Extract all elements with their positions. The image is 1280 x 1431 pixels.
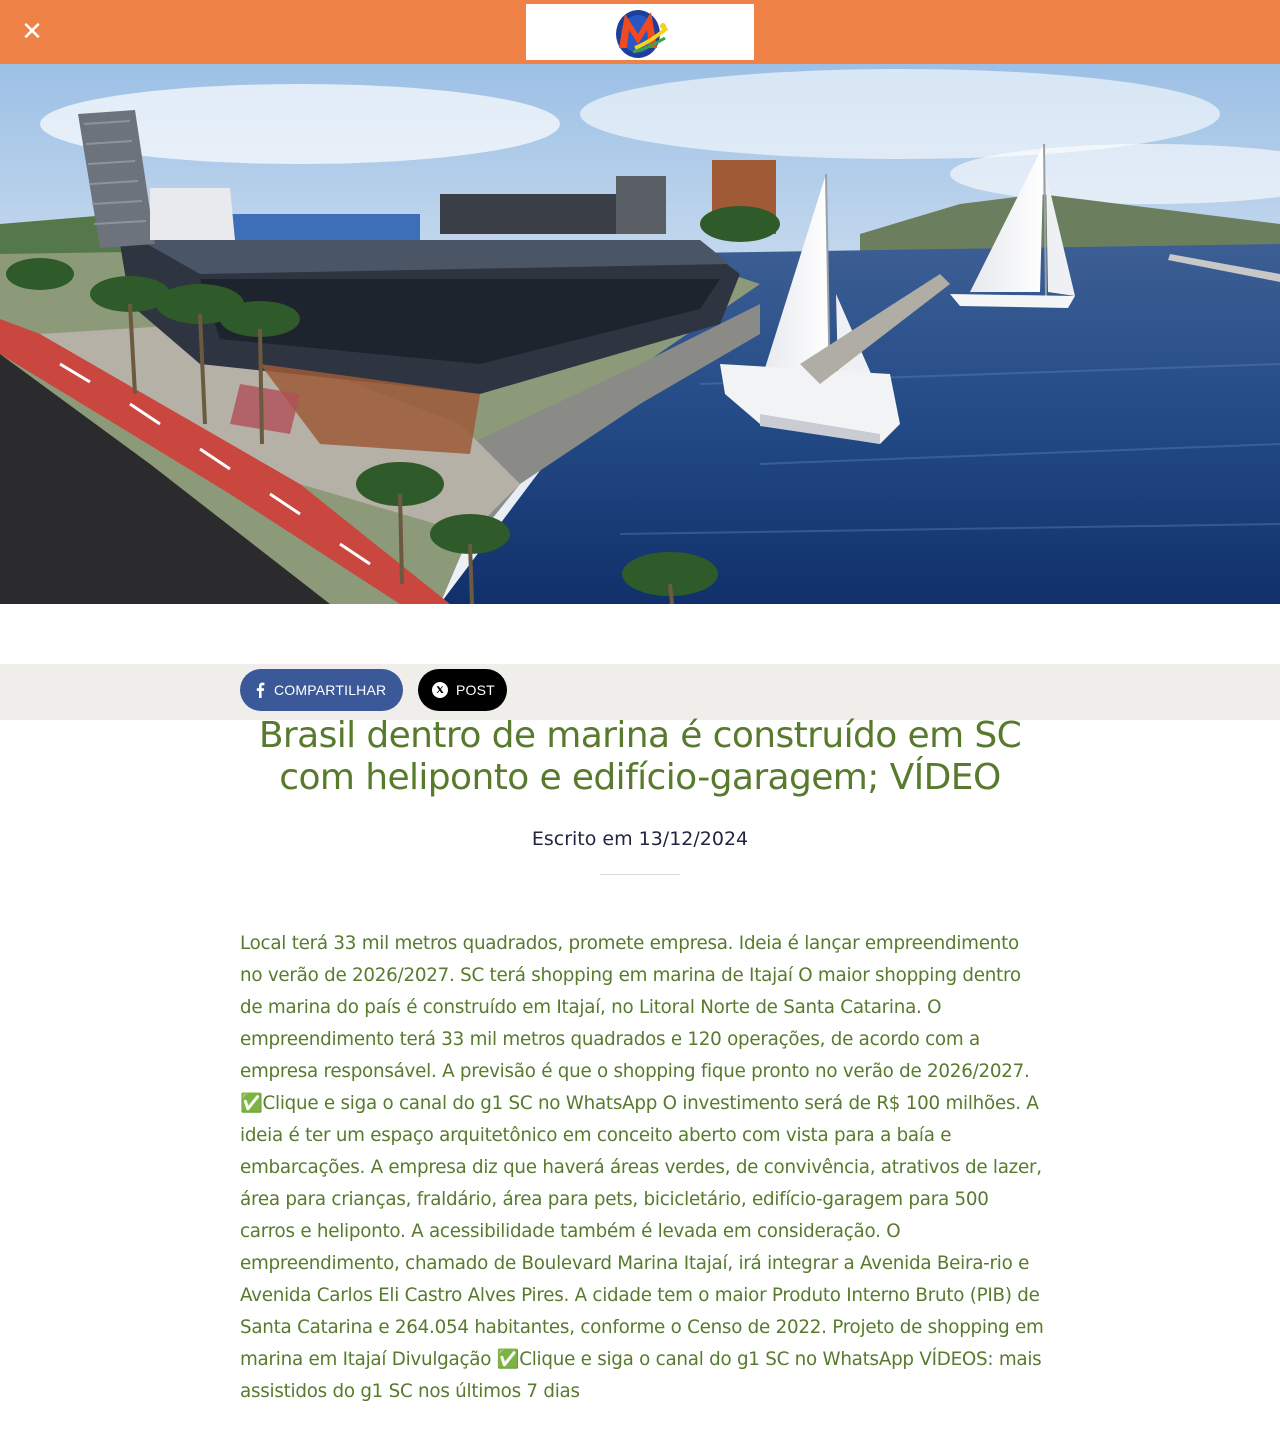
x-post-button[interactable] [418, 669, 507, 711]
x-post-label: POST [456, 682, 495, 698]
site-logo[interactable] [526, 4, 754, 60]
facebook-share-label: COMPARTILHAR [274, 682, 387, 698]
logo-icon [605, 4, 675, 60]
article-date: Escrito em 13/12/2024 [531, 828, 749, 850]
hero-image [0, 64, 1280, 604]
close-icon[interactable]: ✕ [21, 17, 43, 47]
top-bar [0, 0, 1280, 64]
x-icon [432, 682, 448, 698]
share-bar [0, 664, 1280, 720]
facebook-share-button[interactable] [240, 669, 403, 711]
article-body: Local terá 33 mil metros quadrados, promete empresa. Ideia é lançar empreendimento no verão de 2026/2027. SC terá shopping em marina de Itajaí O maior shopping dentro de marina do país é construído em Itajaí, no Litoral Norte de Santa Catarina. O empreendimento terá 33 mil metros quadrados e 120 operações, de acordo com a empresa responsável. A previsão é que o shopping fique pronto no verão de 2026/2027. ✅Clique e siga o canal do g1 SC no WhatsApp O investimento será de R$ 100 milhões. A ideia é ter um espaço arquitetônico em conceito aberto com vista para a baía e embarcações. A empresa diz que haverá áreas verdes, de convivência, atrativos de lazer, área para crianças, fraldário, área para pets, bicicletário, edifício-garagem para 500 carros e heliponto. A acessibilidade também é levada em consideração. O empreendimento, chamado de Boulevard Marina Itajaí, irá integrar a Avenida Beira-rio e Avenida Carlos Eli Castro Alves Pires. A cidade tem o maior Produto Interno Bruto (PIB) de Santa Catarina e 264.054 habitantes, conforme o Censo de 2022. Projeto de shopping em marina em Itajaí Divulgação ✅Clique e siga o canal do g1 SC no WhatsApp VÍDEOS: mais assistidos do g1 SC nos últimos 7 dias [240, 933, 1044, 1402]
divider [600, 874, 680, 875]
article-title: Brasil dentro de marina é construído em SC com heliponto e edifício-garagem; VÍDEO [258, 715, 1022, 798]
facebook-icon [254, 682, 266, 698]
